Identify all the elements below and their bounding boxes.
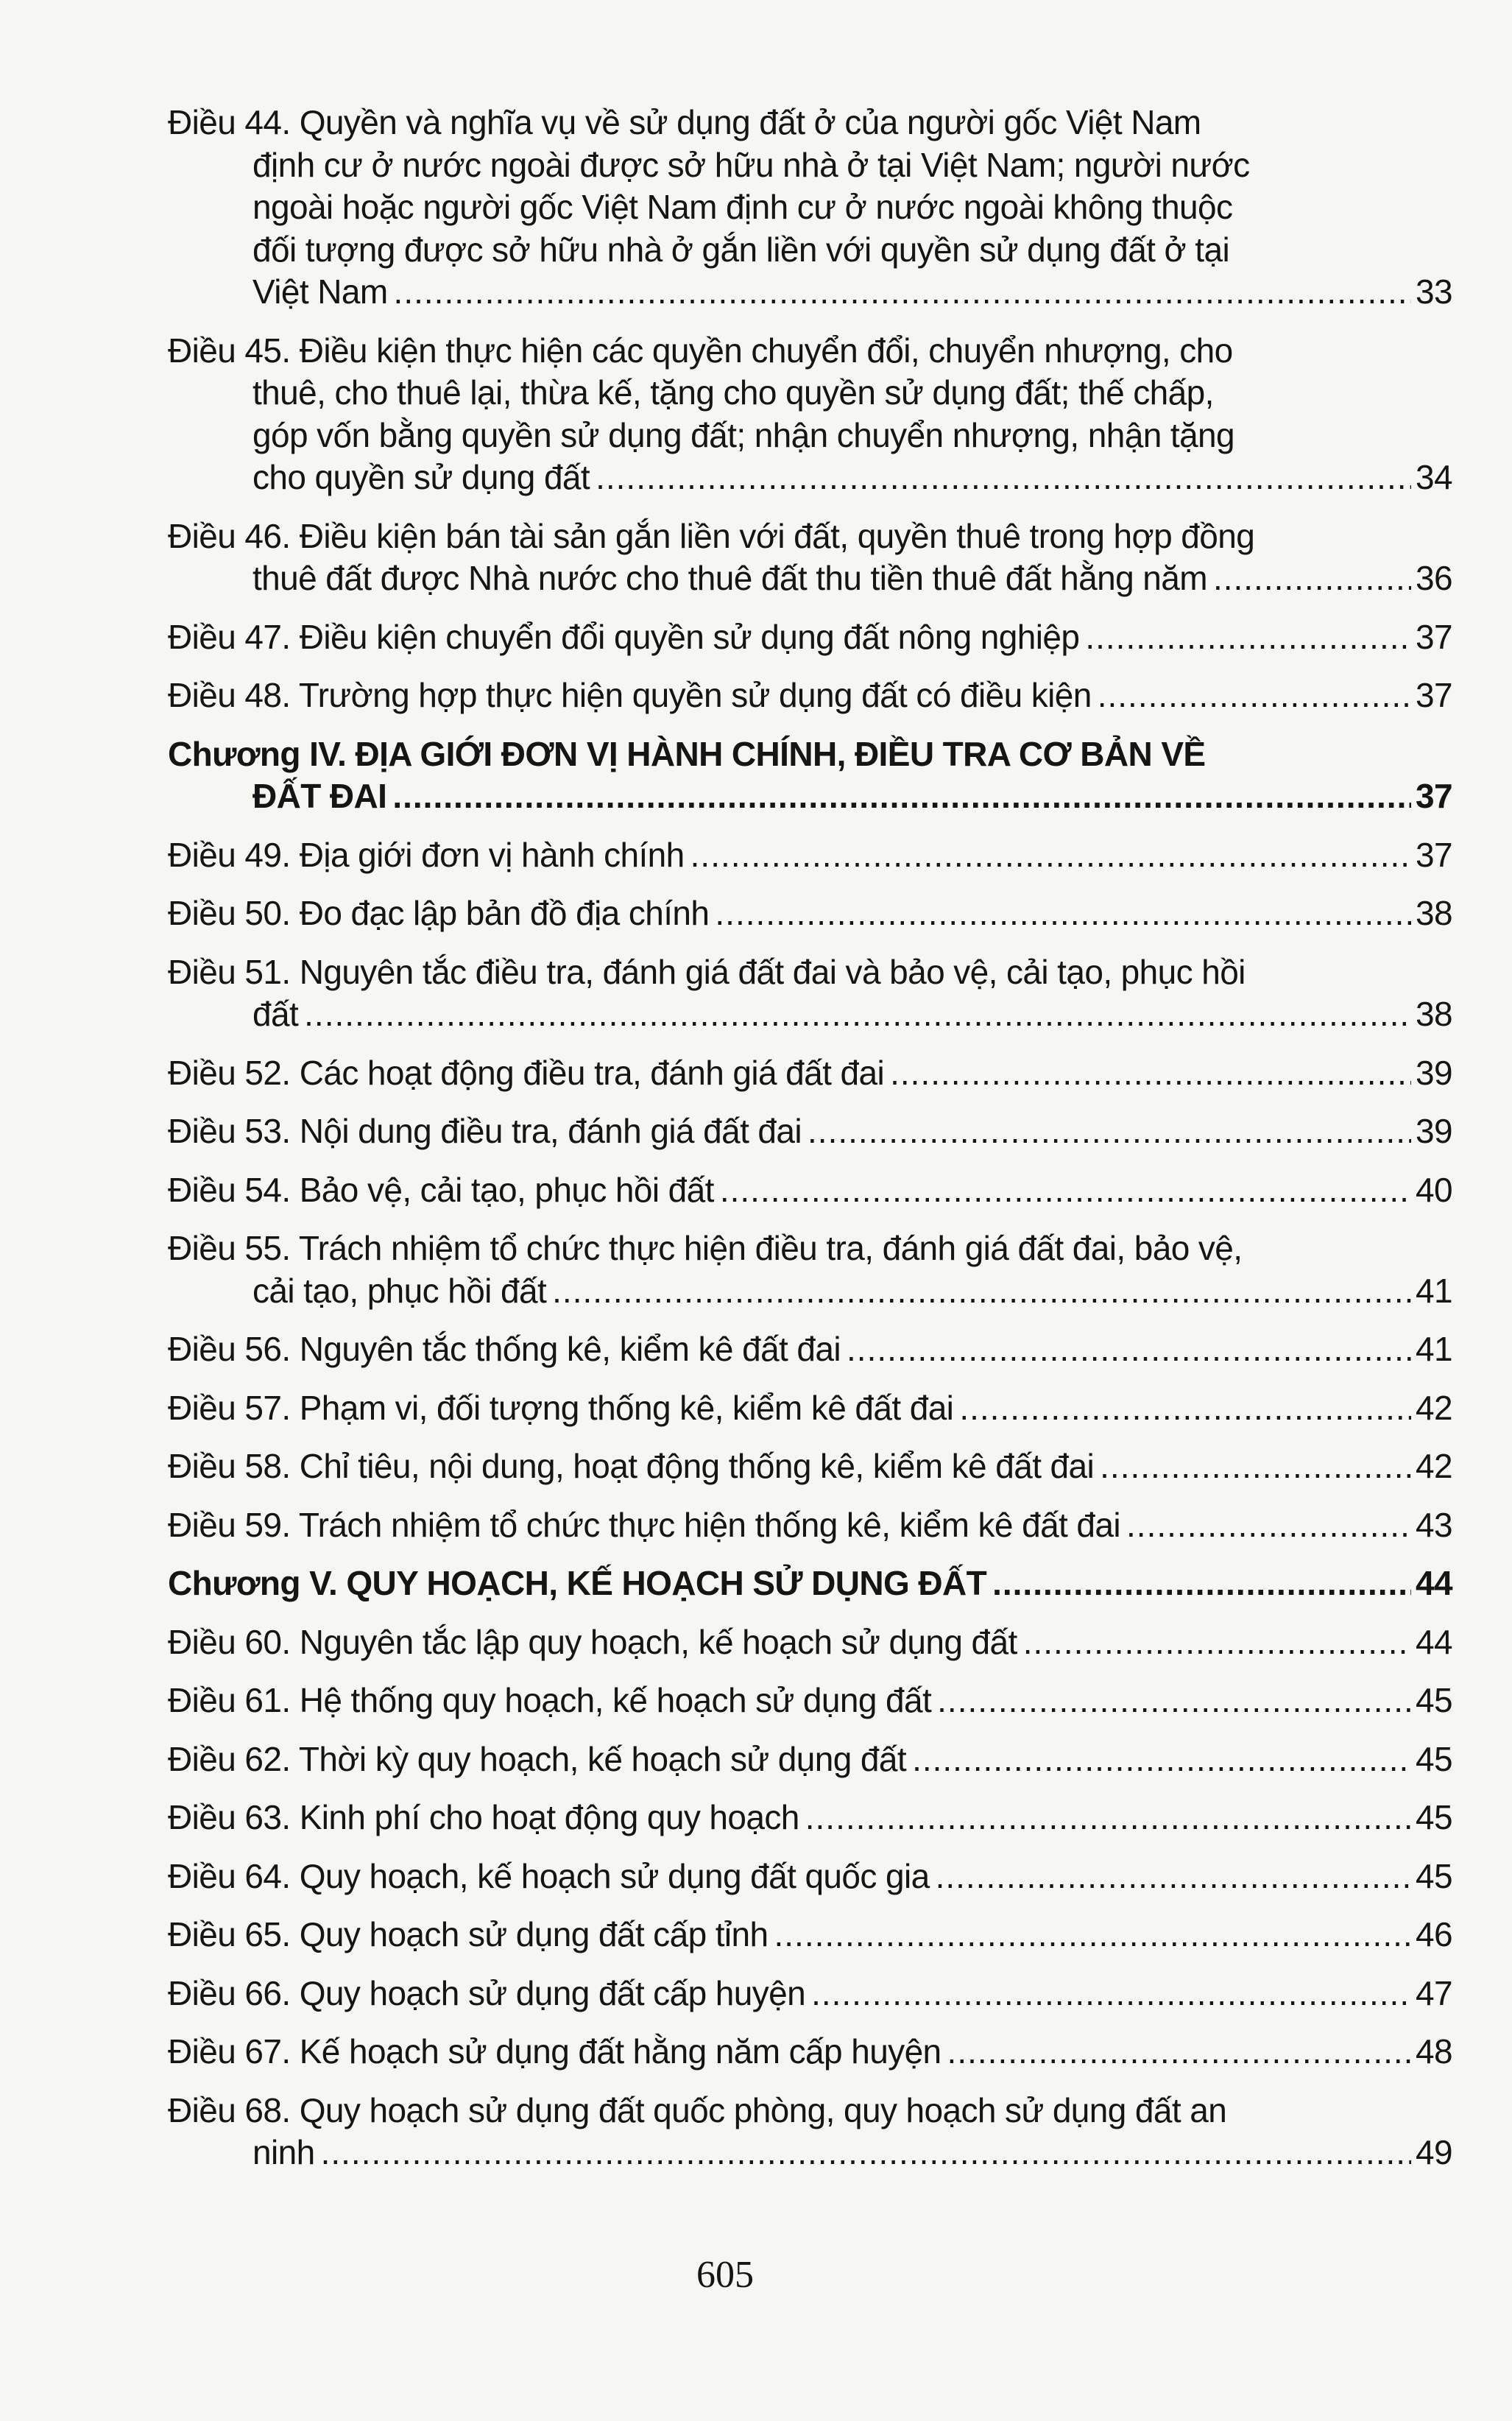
toc-line (168, 674, 1452, 717)
toc-entry-title: Điều 61. Hệ thống quy hoạch, kế hoạch sử dụng đất (168, 1681, 932, 1719)
toc-entry-title: ngoài hoặc người gốc Việt Nam định cư ở nước ngoài không thuộc (252, 188, 1233, 226)
toc-entry (168, 1445, 1452, 1488)
toc-entry (168, 1169, 1452, 1212)
toc-entry-title: thuê đất được Nhà nước cho thuê đất thu tiền thuê đất hằng năm (252, 559, 1207, 597)
toc-chapter-heading (168, 1562, 1452, 1605)
dot-leader (1100, 1445, 1411, 1488)
toc-entry-title: đối tượng được sở hữu nhà ở gắn liền với quyền sử dụng đất ở tại (252, 230, 1230, 269)
toc-entry-title: Điều 50. Đo đạc lập bản đồ địa chính (168, 894, 710, 932)
toc-entry-title: Điều 65. Quy hoạch sử dụng đất cấp tỉnh (168, 1915, 769, 1953)
dot-leader (552, 1270, 1411, 1313)
toc-line (168, 1973, 1452, 2015)
toc-entry (168, 892, 1452, 935)
toc-page-number: 42 (1416, 1388, 1452, 1427)
page-number: 605 (696, 2254, 754, 2296)
toc-chapter-heading (168, 733, 1452, 818)
dot-leader (1098, 674, 1411, 717)
dot-leader (774, 1914, 1412, 1956)
toc-page-number: 43 (1416, 1505, 1452, 1544)
dot-leader (304, 993, 1411, 1036)
toc-entry-title: Điều 55. Trách nhiệm tổ chức thực hiện điều tra, đánh giá đất đai, bảo vệ, (168, 1229, 1243, 1267)
dot-leader (321, 2132, 1411, 2174)
toc-entry (168, 1856, 1452, 1898)
toc-line (168, 1270, 1452, 1313)
toc-entry (168, 1738, 1452, 1781)
toc-page-number: 41 (1416, 1330, 1452, 1368)
toc-entry (168, 1387, 1452, 1430)
toc-entry (168, 330, 1452, 499)
toc-entry (168, 1227, 1452, 1312)
toc-line (168, 229, 1452, 272)
toc-entry (168, 2090, 1452, 2174)
dot-leader (992, 1562, 1411, 1605)
toc-line (168, 1914, 1452, 1956)
table-of-contents (168, 102, 1452, 2174)
toc-entry-title: Điều 49. Địa giới đơn vị hành chính (168, 835, 685, 874)
toc-page-number: 49 (1416, 2133, 1452, 2171)
toc-entry-title: Điều 68. Quy hoạch sử dụng đất quốc phòng, quy hoạch sử dụng đất an (168, 2090, 1227, 2129)
toc-line (168, 733, 1452, 776)
toc-line (168, 2132, 1452, 2174)
dot-leader (1023, 1621, 1411, 1664)
toc-line (168, 1052, 1452, 1095)
toc-line (168, 2031, 1452, 2073)
toc-page-number: 39 (1416, 1053, 1452, 1092)
dot-leader (1213, 557, 1411, 600)
toc-entry (168, 616, 1452, 659)
dot-leader (811, 1973, 1411, 2015)
toc-entry-title: Điều 63. Kinh phí cho hoạt động quy hoạch (168, 1798, 799, 1836)
toc-line (168, 1856, 1452, 1898)
toc-entry-title: Việt Nam (252, 272, 388, 311)
toc-entry (168, 834, 1452, 877)
dot-leader (937, 1680, 1411, 1722)
toc-line (168, 557, 1452, 600)
toc-entry (168, 1973, 1452, 2015)
toc-entry-title: Điều 53. Nội dung điều tra, đánh giá đất đai (168, 1112, 802, 1150)
toc-entry (168, 1110, 1452, 1153)
toc-entry-title: ĐẤT ĐAI (252, 777, 387, 815)
toc-entry (168, 1328, 1452, 1371)
dot-leader (715, 892, 1411, 935)
toc-entry-title: Điều 58. Chỉ tiêu, nội dung, hoạt động thống kê, kiểm kê đất đai (168, 1447, 1095, 1485)
toc-line (168, 372, 1452, 415)
toc-line (168, 2090, 1452, 2132)
toc-page-number: 48 (1416, 2032, 1452, 2071)
toc-line (168, 271, 1452, 314)
toc-page-number: 37 (1416, 835, 1452, 874)
toc-entry-title: Điều 67. Kế hoạch sử dụng đất hằng năm cấp huyện (168, 2032, 942, 2071)
dot-leader (392, 775, 1411, 818)
toc-line (168, 1445, 1452, 1488)
toc-line (168, 1738, 1452, 1781)
dot-leader (808, 1110, 1411, 1153)
toc-entry-title: Chương IV. ĐỊA GIỚI ĐƠN VỊ HÀNH CHÍNH, ĐIỀU TRA CƠ BẢN VỀ (168, 734, 1206, 773)
toc-page-number: 45 (1416, 1739, 1452, 1778)
toc-entry-title: Điều 62. Thời kỳ quy hoạch, kế hoạch sử dụng đất (168, 1739, 907, 1778)
toc-entry-title: ninh (252, 2133, 315, 2171)
toc-entry-title: định cư ở nước ngoài được sở hữu nhà ở tại Việt Nam; người nước (252, 145, 1250, 184)
toc-entry (168, 2031, 1452, 2073)
toc-entry-title: Điều 66. Quy hoạch sử dụng đất cấp huyện (168, 1973, 806, 2012)
toc-line (168, 102, 1452, 144)
toc-entry-title: Điều 54. Bảo vệ, cải tạo, phục hồi đất (168, 1170, 714, 1209)
toc-entry-title: Chương V. QUY HOẠCH, KẾ HOẠCH SỬ DỤNG ĐẤT (168, 1564, 987, 1602)
toc-page-number: 37 (1416, 617, 1452, 656)
toc-line (168, 616, 1452, 659)
toc-line (168, 457, 1452, 499)
toc-line (168, 1562, 1452, 1605)
dot-leader (947, 2031, 1411, 2073)
toc-page-number: 44 (1416, 1564, 1452, 1602)
toc-entry (168, 102, 1452, 314)
toc-page-number: 40 (1416, 1170, 1452, 1209)
toc-page-number: 45 (1416, 1798, 1452, 1836)
toc-entry-title: Điều 56. Nguyên tắc thống kê, kiểm kê đất đai (168, 1330, 841, 1368)
toc-page-number: 45 (1416, 1856, 1452, 1895)
dot-leader (690, 834, 1411, 877)
toc-line (168, 834, 1452, 877)
toc-page-number: 47 (1416, 1973, 1452, 2012)
dot-leader (805, 1797, 1411, 1839)
toc-page-number: 42 (1416, 1447, 1452, 1485)
dot-leader (847, 1328, 1411, 1371)
toc-page-number: 44 (1416, 1622, 1452, 1661)
toc-page-number: 45 (1416, 1681, 1452, 1719)
toc-line (168, 1387, 1452, 1430)
toc-entry (168, 1504, 1452, 1547)
dot-leader (596, 457, 1411, 499)
toc-page-number: 37 (1416, 777, 1452, 815)
toc-line (168, 144, 1452, 187)
dot-leader (959, 1387, 1411, 1430)
toc-entry (168, 1052, 1452, 1095)
toc-page-number: 33 (1416, 272, 1452, 311)
toc-entry-title: Điều 59. Trách nhiệm tổ chức thực hiện thống kê, kiểm kê đất đai (168, 1505, 1121, 1544)
toc-line (168, 1680, 1452, 1722)
toc-line (168, 1504, 1452, 1547)
toc-line (168, 515, 1452, 558)
toc-line (168, 1797, 1452, 1839)
toc-entry-title: Điều 52. Các hoạt động điều tra, đánh giá đất đai (168, 1053, 885, 1092)
toc-entry-title: Điều 60. Nguyên tắc lập quy hoạch, kế hoạch sử dụng đất (168, 1622, 1017, 1661)
toc-page-number: 36 (1416, 559, 1452, 597)
toc-entry (168, 1797, 1452, 1839)
toc-entry-title: Điều 47. Điều kiện chuyển đổi quyền sử dụng đất nông nghiệp (168, 617, 1080, 656)
toc-entry (168, 1621, 1452, 1664)
dot-leader (1126, 1504, 1411, 1547)
toc-entry-title: Điều 51. Nguyên tắc điều tra, đánh giá đất đai và bảo vệ, cải tạo, phục hồi (168, 952, 1246, 991)
toc-entry-title: Điều 46. Điều kiện bán tài sản gắn liền với đất, quyền thuê trong hợp đồng (168, 516, 1255, 555)
dot-leader (720, 1169, 1411, 1212)
toc-page-number: 38 (1416, 995, 1452, 1033)
toc-line (168, 1169, 1452, 1212)
toc-line (168, 1328, 1452, 1371)
toc-entry-title: cho quyền sử dụng đất (252, 458, 590, 496)
toc-page-number: 46 (1416, 1915, 1452, 1953)
toc-page-number: 37 (1416, 676, 1452, 714)
toc-page-number: 34 (1416, 458, 1452, 496)
dot-leader (394, 271, 1411, 314)
toc-line (168, 951, 1452, 994)
toc-entry-title: thuê, cho thuê lại, thừa kế, tặng cho quyền sử dụng đất; thế chấp, (252, 373, 1214, 412)
toc-line (168, 415, 1452, 457)
toc-line (168, 1621, 1452, 1664)
toc-entry-title: Điều 64. Quy hoạch, kế hoạch sử dụng đất quốc gia (168, 1856, 930, 1895)
toc-entry-title: góp vốn bằng quyền sử dụng đất; nhận chuyển nhượng, nhận tặng (252, 415, 1235, 454)
toc-line (168, 330, 1452, 373)
dot-leader (1085, 616, 1411, 659)
toc-entry (168, 951, 1452, 1036)
toc-line (168, 775, 1452, 818)
toc-entry (168, 674, 1452, 717)
toc-entry-title: đất (252, 995, 299, 1033)
dot-leader (890, 1052, 1411, 1095)
dot-leader (936, 1856, 1411, 1898)
dot-leader (912, 1738, 1411, 1781)
toc-line (168, 892, 1452, 935)
toc-entry (168, 1914, 1452, 1956)
toc-line (168, 993, 1452, 1036)
toc-entry-title: Điều 57. Phạm vi, đối tượng thống kê, kiểm kê đất đai (168, 1388, 954, 1427)
toc-page-number: 38 (1416, 894, 1452, 932)
toc-entry-title: Điều 45. Điều kiện thực hiện các quyền chuyển đổi, chuyển nhượng, cho (168, 331, 1233, 370)
toc-entry (168, 1680, 1452, 1722)
toc-entry-title: Điều 44. Quyền và nghĩa vụ về sử dụng đất ở của người gốc Việt Nam (168, 103, 1201, 141)
toc-page-number: 41 (1416, 1271, 1452, 1310)
toc-line (168, 186, 1452, 229)
toc-entry-title: Điều 48. Trường hợp thực hiện quyền sử dụng đất có điều kiện (168, 676, 1092, 714)
toc-entry-title: cải tạo, phục hồi đất (252, 1271, 547, 1310)
toc-line (168, 1110, 1452, 1153)
toc-page-number: 39 (1416, 1112, 1452, 1150)
toc-entry (168, 515, 1452, 600)
toc-line (168, 1227, 1452, 1270)
